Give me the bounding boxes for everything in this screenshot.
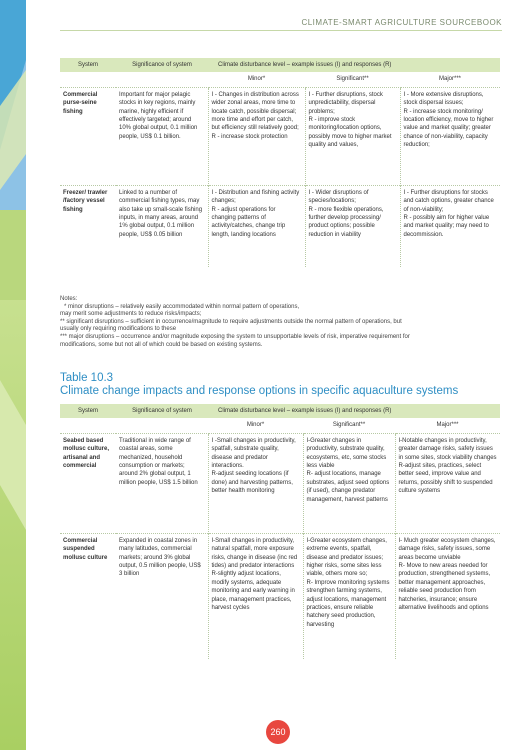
table-caption <box>60 372 510 398</box>
column-header-disturbance: Climate disturbance level – example issues (I) and responses (R) <box>208 404 500 418</box>
running-header: CLIMATE-SMART AGRICULTURE SOURCEBOOK <box>301 18 502 27</box>
significant-cell: I - Further disruptions, stock unpredictability, dispersal problems; R - improve stock monitoring/location options, possibly move to higher market quality and values, <box>305 87 400 185</box>
column-header-major: Major*** <box>400 72 500 87</box>
major-cell: I-Notable changes in productivity, greater damage risks, safety issues in some sites, stock viability changes R-adjust sites, practices, select better seed, improve value and returns, possibly shift to suspended culture systems <box>395 433 500 533</box>
table-notes <box>60 296 500 349</box>
notes-line: modifications, some but not all of which could be based on existing systems. <box>60 341 263 348</box>
table-row <box>60 433 500 533</box>
system-cell: Commercial purse-seine fishing <box>60 87 116 185</box>
significance-cell: Traditional in wide range of coastal areas, some mechanized, household consumption or markets; around 2% global output, 1 million people, US$ 1.5 billion <box>116 433 208 533</box>
notes-line: usually only requiring modifications to these <box>60 326 177 333</box>
significance-cell: Expanded in coastal zones in many latitudes, commercial markets; around 3% global output, 0.5 million people, US$ 3 billion <box>116 533 208 659</box>
significant-cell: I-Greater ecosystem changes, extreme events, spatfall, disease and predator issues; higher risks, some sites less viable, others more so; R- Improve monitoring systems strengthen farming systems, adjust locations, management practices, ensure reliable hatchery seed production, harvesting <box>303 533 395 659</box>
page-number-badge: 260 <box>266 720 290 744</box>
system-cell: Freezer/ trawler /factory vessel fishing <box>60 185 116 267</box>
significance-cell: Important for major pelagic stocks in key regions, mainly marine, highly efficient if effectively targeted; around 10% global output, 0.1 million people, US$ 0.1 billion. <box>116 87 208 185</box>
fishing-systems-table <box>60 58 500 267</box>
aquaculture-systems-table <box>60 404 500 659</box>
system-cell: Seabed based mollusc culture, artisanal and commercial <box>60 433 116 533</box>
significant-cell: I-Greater changes in productivity, substrate quality, ecosystems, etc, some stocks less viable R- adjust locations, manage substrates, adjust seed options (if used), change predator management, harvest patterns <box>303 433 395 533</box>
column-header-major: Major*** <box>395 418 500 433</box>
decorative-side-band <box>0 0 26 750</box>
table-row <box>60 533 500 659</box>
table-row <box>60 87 500 185</box>
table-title: Climate change impacts and response options in specific aquaculture systems <box>60 385 459 397</box>
notes-line: Notes: <box>60 296 78 302</box>
minor-cell: I - Distribution and fishing activity changes; R - adjust operations for changing patterns of activity/catches, change trip length, landing locations <box>208 185 305 267</box>
column-header-significant: Significant** <box>303 418 395 433</box>
system-cell: Commercial suspended mollusc culture <box>60 533 116 659</box>
major-cell: I - Further disruptions for stocks and catch options, greater chance of non-viability; R - possibly aim for higher value and market quality; may need to decommission. <box>400 185 500 267</box>
minor-cell: I -Small changes in productivity, spatfall, substrate quality, disease and predator interactions. R-adjust seeding locations (if done) and harvesting patterns, better health monitoring <box>208 433 303 533</box>
notes-line: ** significant disruptions – sufficient in occurrence/magnitude to require adjustments outside the normal pattern of operations, but <box>60 318 402 325</box>
column-header-significance: Significance of system <box>116 404 208 418</box>
column-header-system: System <box>60 58 116 72</box>
table-row <box>60 185 500 267</box>
major-cell: I- Much greater ecosystem changes, damage risks, safety issues, some areas become unviable R- Move to new areas needed for production, strengthened systems, better management approaches, reliable seed production from hatcheries, insurance; ensure alternative livelihoods and options <box>395 533 500 659</box>
notes-line: may merit some adjustments to reduce risks/impacts; <box>60 311 202 318</box>
notes-line: * minor disruptions – relatively easily accommodated within normal pattern of operations, <box>64 303 300 310</box>
column-header-minor: Minor* <box>208 72 305 87</box>
header-rule <box>60 30 502 31</box>
table-number: Table 10.3 <box>60 372 114 384</box>
notes-line: *** major disruptions – occurrence and/or magnitude exposing the system to unsupportable levels of risk, imperative requirement for <box>60 333 410 340</box>
column-header-significant: Significant** <box>305 72 400 87</box>
column-header-disturbance: Climate disturbance level – example issues (I) and responses (R) <box>208 58 500 72</box>
major-cell: I - More extensive disruptions, stock dispersal issues; R - increase stock monitoring/ location efficiency, move to higher value and market quality; greater chance of non-viability, capacity reduction; <box>400 87 500 185</box>
column-header-significance: Significance of system <box>116 58 208 72</box>
column-header-system: System <box>60 404 116 418</box>
minor-cell: I - Changes in distribution across wider zonal areas, more time to locate catch, possible dispersal; more time and effort per catch, but efficiency still relatively good; R - increase stock protection <box>208 87 305 185</box>
column-header-minor: Minor* <box>208 418 303 433</box>
minor-cell: I-Small changes in productivity, natural spatfall, more exposure risks, change in disease (inc red tides) and predator interactions R-slightly adjust locations, modify systems, adequate monitoring and early warning in place, management practices, harvest cycles <box>208 533 303 659</box>
significance-cell: Linked to a number of commercial fishing types, may also take up small-scale fishing inputs, in many areas, around 1% global output, 0.1 million people, US$ 0.05 billion <box>116 185 208 267</box>
significant-cell: I - Wider disruptions of species/locations; R - more flexible operations, further develop processing/ product options; possible reduction in viability <box>305 185 400 267</box>
